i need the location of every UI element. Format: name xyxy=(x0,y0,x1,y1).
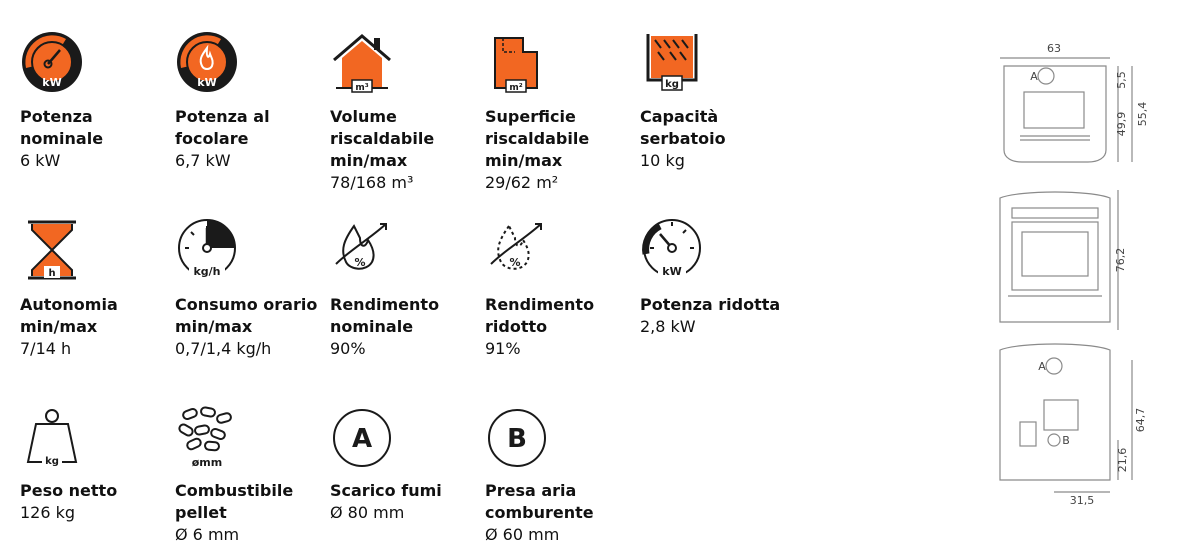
icon-unit-text: kW xyxy=(662,265,682,278)
spec-value: 2,8 kW xyxy=(640,317,696,336)
spec-title: Potenza al focolare xyxy=(175,107,270,148)
spec-value: 6 kW xyxy=(20,151,61,170)
icon-unit-text: kg xyxy=(45,456,59,467)
power-dial-icon xyxy=(20,30,84,94)
spec-title: Consumo orario min/max xyxy=(175,295,318,336)
spec-value: Ø 60 mm xyxy=(485,525,560,544)
spec-value: 0,7/1,4 kg/h xyxy=(175,339,272,358)
spec-title: Capacità serbatoio xyxy=(640,107,726,148)
icon-unit-text: % xyxy=(509,256,521,269)
dim-back-h1: 64,7 xyxy=(1134,407,1147,433)
spec-value: Ø 80 mm xyxy=(330,503,405,522)
spec-title: Autonomia min/max xyxy=(20,295,118,336)
spec-value: 90% xyxy=(330,339,366,358)
tank-icon xyxy=(640,30,704,94)
spec-title: Peso netto xyxy=(20,481,118,500)
spec-title: Rendimento ridotto xyxy=(485,295,595,336)
dim-front-height: 76,2 xyxy=(1114,247,1127,273)
reduced-power-icon xyxy=(640,218,704,282)
spec-value: 29/62 m² xyxy=(485,173,559,192)
dim-back-a: A xyxy=(1038,360,1046,373)
efficiency-flame-icon xyxy=(330,218,394,282)
icon-unit-text: kW xyxy=(197,76,217,89)
icon-unit-text: m³ xyxy=(355,83,369,93)
weight-icon xyxy=(20,404,84,468)
icon-letter-text: A xyxy=(351,424,373,454)
spec-value: 91% xyxy=(485,339,521,358)
icon-unit-text: kg xyxy=(665,79,679,90)
letter-b-icon xyxy=(485,404,549,468)
spec-title: Rendimento nominale xyxy=(330,295,440,336)
spec-value: 78/168 m³ xyxy=(330,173,414,192)
icon-unit-text: h xyxy=(48,268,56,279)
spec-value: 126 kg xyxy=(20,503,76,522)
house-volume-icon xyxy=(330,30,394,94)
dim-back-width: 31,5 xyxy=(1069,494,1095,507)
spec-value: Ø 6 mm xyxy=(175,525,240,544)
spec-title: Volume riscaldabile min/max xyxy=(330,107,435,170)
icon-unit-text: kg/h xyxy=(193,265,221,278)
spec-value: 10 kg xyxy=(640,151,685,170)
spec-title: Combustibile pellet xyxy=(175,481,294,522)
stove-technical-drawings xyxy=(990,40,1170,510)
dim-top-width: 63 xyxy=(1047,42,1061,55)
dim-back-b: B xyxy=(1062,434,1070,447)
icon-unit-text: m² xyxy=(509,83,523,93)
icon-letter-text: B xyxy=(507,424,527,454)
reduced-efficiency-icon xyxy=(485,218,549,282)
dim-top-d3: 55,4 xyxy=(1136,101,1149,127)
pellet-icon xyxy=(175,404,239,468)
dim-top-d1: 5,5 xyxy=(1115,71,1128,89)
spec-title: Potenza ridotta xyxy=(640,295,781,314)
hourglass-icon xyxy=(20,218,84,282)
icon-unit-text: kW xyxy=(42,76,62,89)
floor-area-icon xyxy=(485,30,549,94)
consumption-gauge-icon xyxy=(175,218,239,282)
spec-title: Superficie riscaldabile min/max xyxy=(485,107,590,170)
dim-top-d2: 49,9 xyxy=(1115,111,1128,137)
dim-back-h2: 21,6 xyxy=(1116,447,1129,473)
spec-title: Presa aria comburente xyxy=(485,481,594,522)
letter-a-icon xyxy=(330,404,394,468)
dim-top-a: A xyxy=(1030,70,1038,83)
spec-value: 6,7 kW xyxy=(175,151,231,170)
spec-value: 7/14 h xyxy=(20,339,72,358)
spec-title: Potenza nominale xyxy=(20,107,104,148)
icon-unit-text: ømm xyxy=(191,456,223,468)
flame-dial-icon xyxy=(175,30,239,94)
spec-title: Scarico fumi xyxy=(330,481,442,500)
icon-unit-text: % xyxy=(354,256,366,269)
